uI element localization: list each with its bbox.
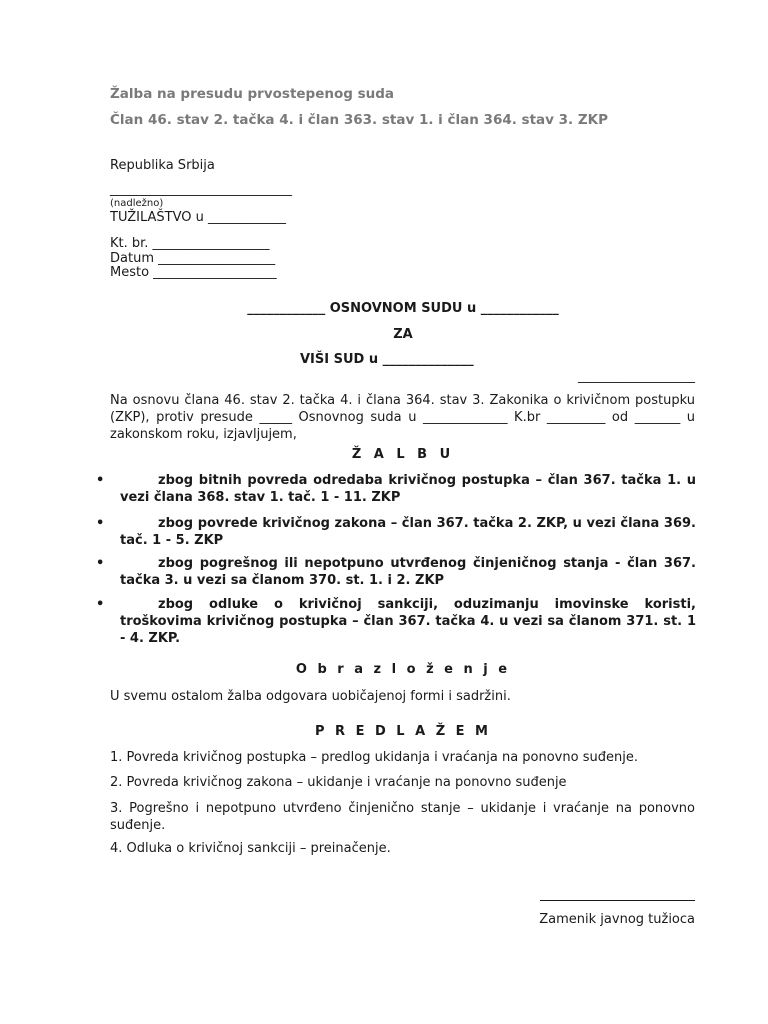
zalbu-heading: Ž A L B U	[351, 447, 455, 462]
list-item	[96, 515, 696, 549]
list-item	[96, 472, 696, 506]
sender-note: (nadležno)	[110, 198, 164, 209]
predlazem-heading: P R E D L A Ž E M	[314, 724, 491, 739]
obrazlozenje-heading: O b r a z l o ž e n j e	[295, 662, 511, 677]
sender-office: TUŽILAŠTVO u ____________	[110, 210, 286, 225]
proposal-item: 1. Povreda krivičnog postupka – predlog ukidanja i vraćanja na ponovno suđenje.	[110, 750, 638, 765]
proposal-item-text: 3. Pogrešno i nepotpuno utvrđeno činjenično stanje – ukidanje i vraćanje na ponovno suđenje.	[110, 801, 695, 833]
signature-line	[540, 900, 695, 901]
list-item-text: zbog pogrešnog ili nepotpuno utvrđenog činjeničnog stanja - član 367. tačka 3. u vezi sa članom 370. st. 1. i 2. ZKP	[120, 556, 696, 588]
bullet-icon: •	[96, 473, 105, 488]
list-item-text: zbog povrede krivičnog zakona – član 367. tačka 2. ZKP, u vezi člana 369. tač. 1 - 5. ZKP	[120, 516, 696, 548]
signature-label: Zamenik javnog tužioca	[539, 912, 695, 927]
sender-date: Datum __________________	[110, 251, 276, 266]
list-item-text: zbog bitnih povreda odredaba krivičnog postupka – član 367. tačka 1. u vezi člana 368. stav 1. tač. 1 - 11. ZKP	[120, 473, 696, 505]
document-title: Žalba na presudu prvostepenog suda	[110, 86, 395, 102]
proposal-item: 4. Odluka o krivičnoj sankciji – preinačenje.	[110, 841, 391, 856]
document-subtitle: Član 46. stav 2. tačka 4. i član 363. stav 1. i član 364. stav 3. ZKP	[110, 112, 609, 128]
proposal-item: 2. Povreda krivičnog zakona – ukidanje i vraćanje na ponovno suđenje	[110, 775, 567, 790]
bullet-icon: •	[96, 597, 105, 612]
bullet-icon: •	[96, 556, 105, 571]
list-item	[96, 555, 696, 589]
obrazlozenje-text: U svemu ostalom žalba odgovara uobičajenoj formi i sadržini.	[110, 689, 511, 704]
proposal-item	[110, 800, 695, 834]
sender-country: Republika Srbija	[110, 158, 215, 173]
sender-kt-number: Kt. br. __________________	[110, 236, 270, 251]
bullet-icon: •	[96, 516, 105, 531]
addressee-blank-line: __________________	[578, 369, 695, 384]
intro-paragraph: Na osnovu člana 46. stav 2. tačka 4. i člana 364. stav 3. Zakonika o krivičnom postupku (ZKP), protiv presude _____ Osnovnog suda u _____________ K.br _________ od _______ u zakonskom roku, izjavljujem,	[110, 393, 695, 442]
sender-place: Mesto ___________________	[110, 265, 277, 280]
list-item	[96, 596, 696, 647]
sender-blank-line: ____________________________	[110, 182, 292, 197]
addressee-za: ZA	[393, 327, 413, 342]
addressee-higher-court: VIŠI SUD u ______________	[300, 352, 474, 367]
addressee-court: ____________ OSNOVNOM SUDU u ____________	[247, 301, 559, 316]
list-item-text: zbog odluke o krivičnoj sankciji, oduzimanju imovinske koristi, troškovima krivičnog postupka – član 367. tačka 4. u vezi sa članom 371. st. 1 - 4. ZKP.	[120, 597, 696, 646]
